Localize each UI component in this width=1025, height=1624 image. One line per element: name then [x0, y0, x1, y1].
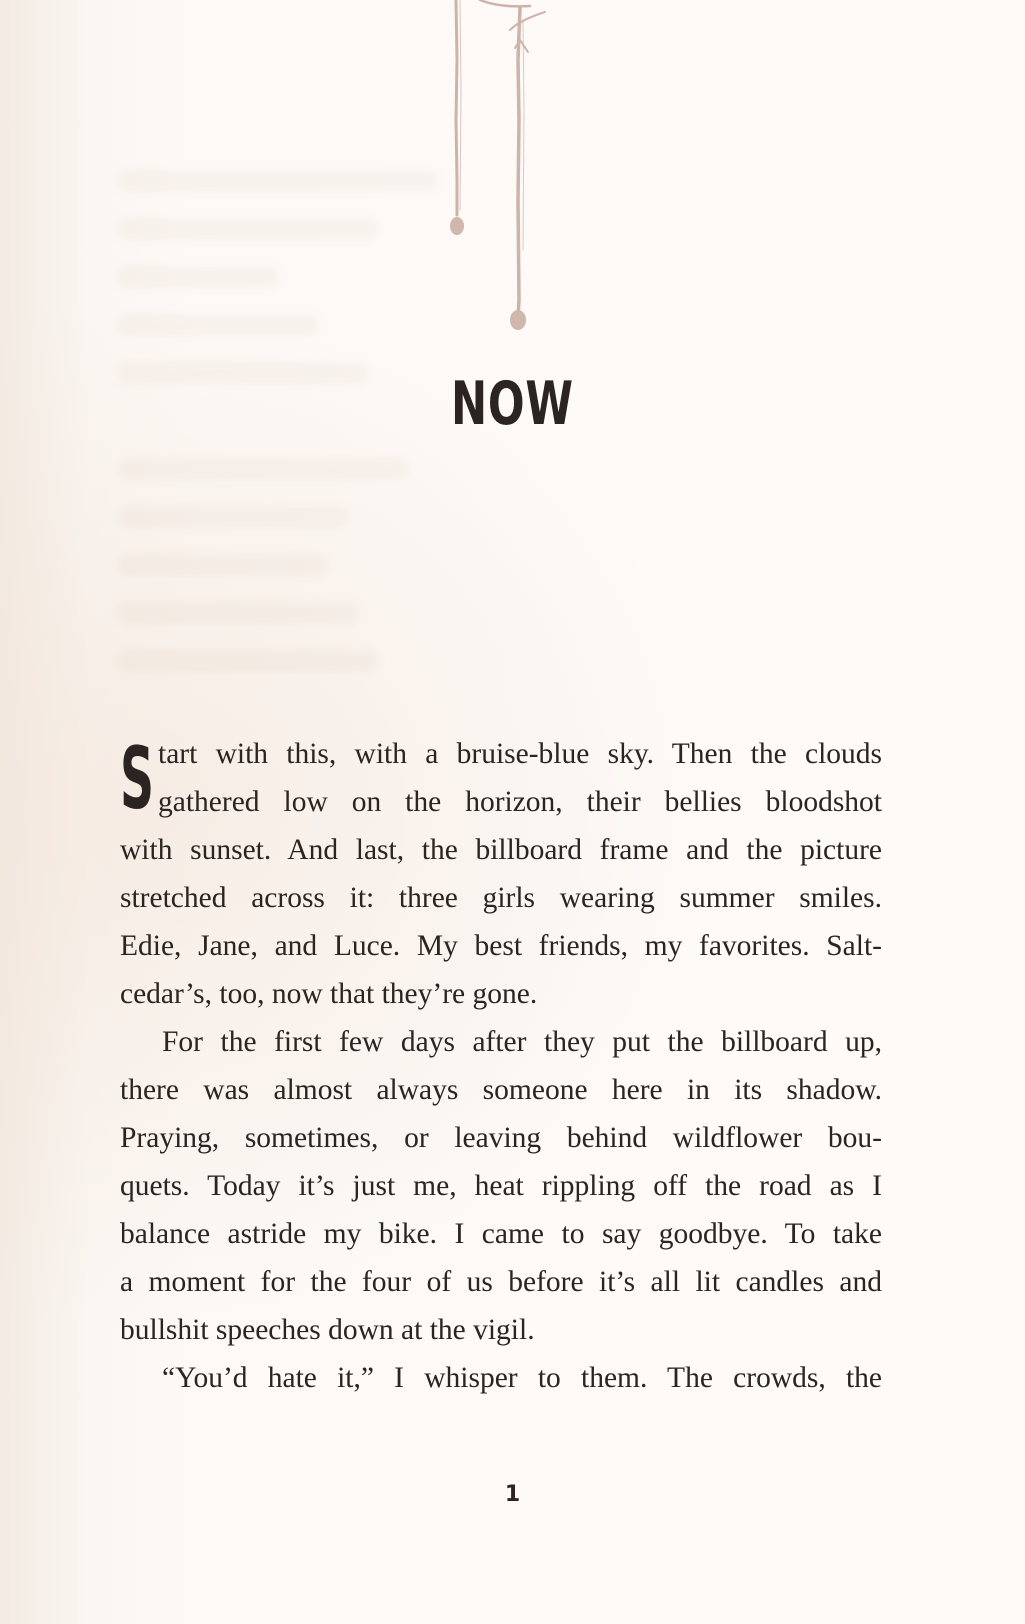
drop-cap: S — [120, 729, 155, 829]
text-line: bullshit speeches down at the vigil. — [120, 1314, 535, 1346]
bleed-through-text — [118, 266, 278, 288]
bleed-through-text — [118, 650, 378, 672]
text-line: balance astride my bike. I came to say goodbye. To take — [120, 1218, 882, 1250]
paint-drip-illustration — [420, 0, 620, 360]
bleed-through-text — [118, 602, 358, 624]
text-line: quets. Today it’s just me, heat rippling off the road as I — [120, 1170, 882, 1202]
text-line: Edie, Jane, and Luce. My best friends, my favorites. Salt- — [120, 930, 882, 962]
text-line: there was almost always someone here in its shadow. — [120, 1074, 882, 1106]
bleed-through-text — [118, 314, 318, 336]
text-line: For the first few days after they put the billboard up, — [162, 1026, 882, 1058]
bleed-through-text — [118, 506, 348, 528]
bleed-through-text — [118, 554, 328, 576]
text-line: with sunset. And last, the billboard frame and the picture — [120, 834, 882, 866]
body-text — [120, 730, 882, 1402]
text-line: stretched across it: three girls wearing summer smiles. — [120, 882, 882, 914]
text-line: cedar’s, too, now that they’re gone. — [120, 978, 538, 1010]
bleed-through-text — [118, 458, 408, 480]
text-line: “You’d hate it,” I whisper to them. The crowds, the — [162, 1362, 882, 1394]
text-line: tart with this, with a bruise-blue sky. Then the clouds — [158, 738, 882, 770]
page-number: 1 — [504, 1482, 521, 1507]
text-line: Praying, sometimes, or leaving behind wildflower bou- — [120, 1122, 882, 1154]
bleed-through-text — [118, 218, 378, 240]
chapter-title: NOW — [451, 369, 574, 439]
bleed-through-text — [118, 170, 438, 192]
text-line: a moment for the four of us before it’s all lit candles and — [120, 1266, 882, 1298]
text-line: gathered low on the horizon, their bellies bloodshot — [158, 786, 882, 818]
